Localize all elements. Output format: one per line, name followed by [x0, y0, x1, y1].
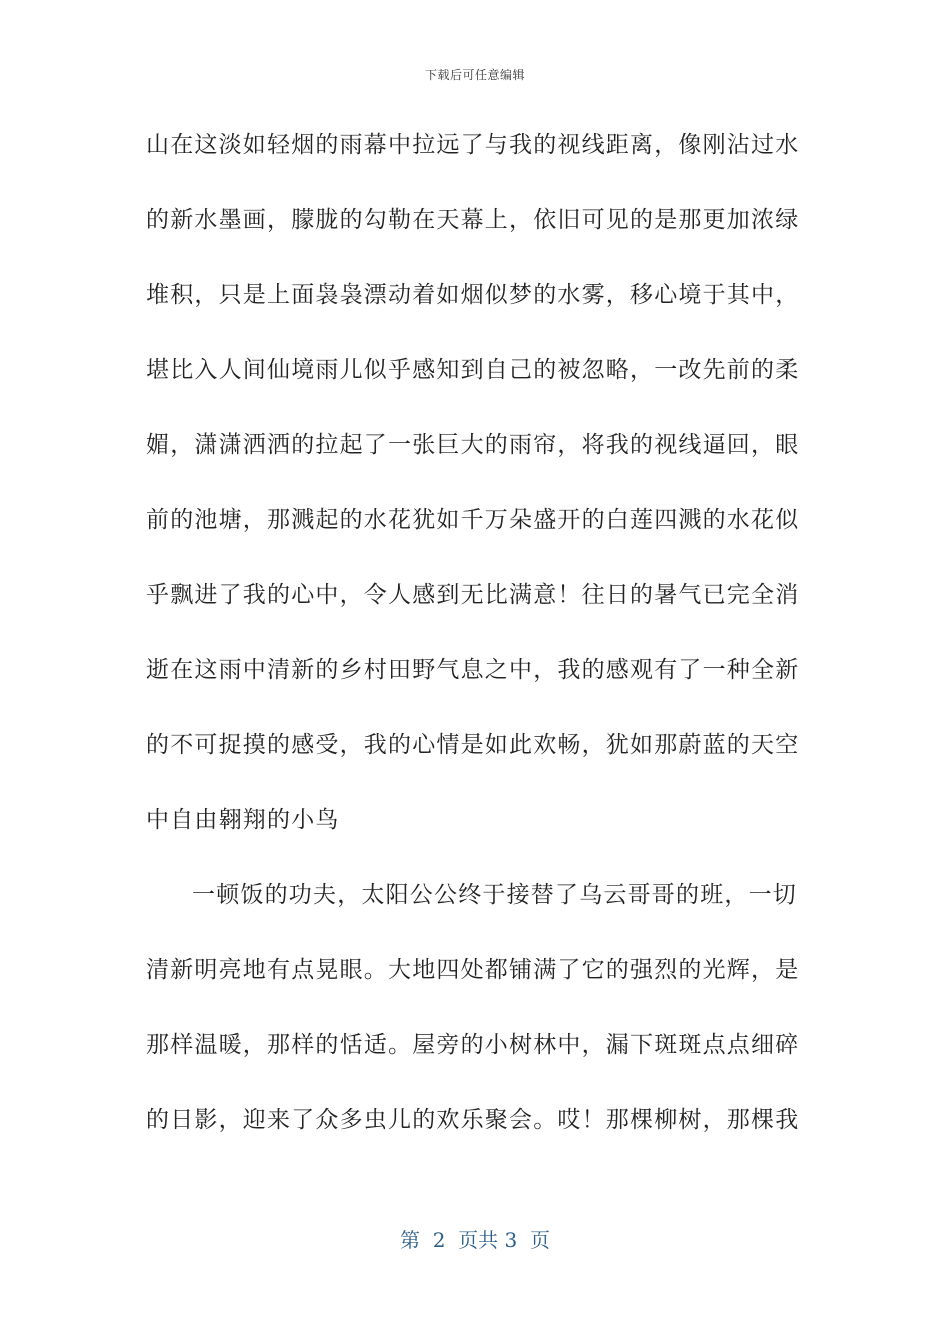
text-line: 的不可捉摸的感受，我的心情是如此欢畅，犹如那蔚蓝的天空: [146, 732, 800, 758]
text-line: 堪比入人间仙境雨儿似乎感知到自己的被忽略，一改先前的柔: [146, 357, 800, 383]
page-number-footer: 第 2 页共 3 页: [400, 1228, 550, 1252]
page-header-note: 下载后可任意编辑: [424, 68, 525, 82]
paragraph-start-line: 一顿饭的功夫，太阳公公终于接替了乌云哥哥的班，一切: [192, 882, 797, 908]
text-line: 山在这淡如轻烟的雨幕中拉远了与我的视线距离，像刚沾过水: [146, 132, 800, 158]
text-line: 中自由翱翔的小鸟: [146, 807, 340, 833]
text-line: 逝在这雨中清新的乡村田野气息之中，我的感观有了一种全新: [146, 657, 800, 683]
text-line: 乎飘进了我的心中，令人感到无比满意！往日的暑气已完全消: [146, 582, 800, 608]
text-line: 前的池塘，那溅起的水花犹如千万朵盛开的白莲四溅的水花似: [146, 507, 800, 533]
text-line: 的新水墨画，朦胧的勾勒在天幕上，依旧可见的是那更加浓绿: [146, 207, 800, 233]
text-line: 的日影，迎来了众多虫儿的欢乐聚会。哎！那棵柳树，那棵我: [146, 1107, 800, 1133]
document-body: [146, 125, 806, 1175]
text-line: 媚，潇潇洒洒的拉起了一张巨大的雨帘，将我的视线逼回，眼: [146, 432, 800, 458]
text-line: 那样温暖，那样的恬适。屋旁的小树林中，漏下斑斑点点细碎: [146, 1032, 800, 1058]
text-line: 堆积，只是上面袅袅漂动着如烟似梦的水雾，移心境于其中，: [146, 282, 800, 308]
text-line: 清新明亮地有点晃眼。大地四处都铺满了它的强烈的光辉，是: [146, 957, 800, 983]
